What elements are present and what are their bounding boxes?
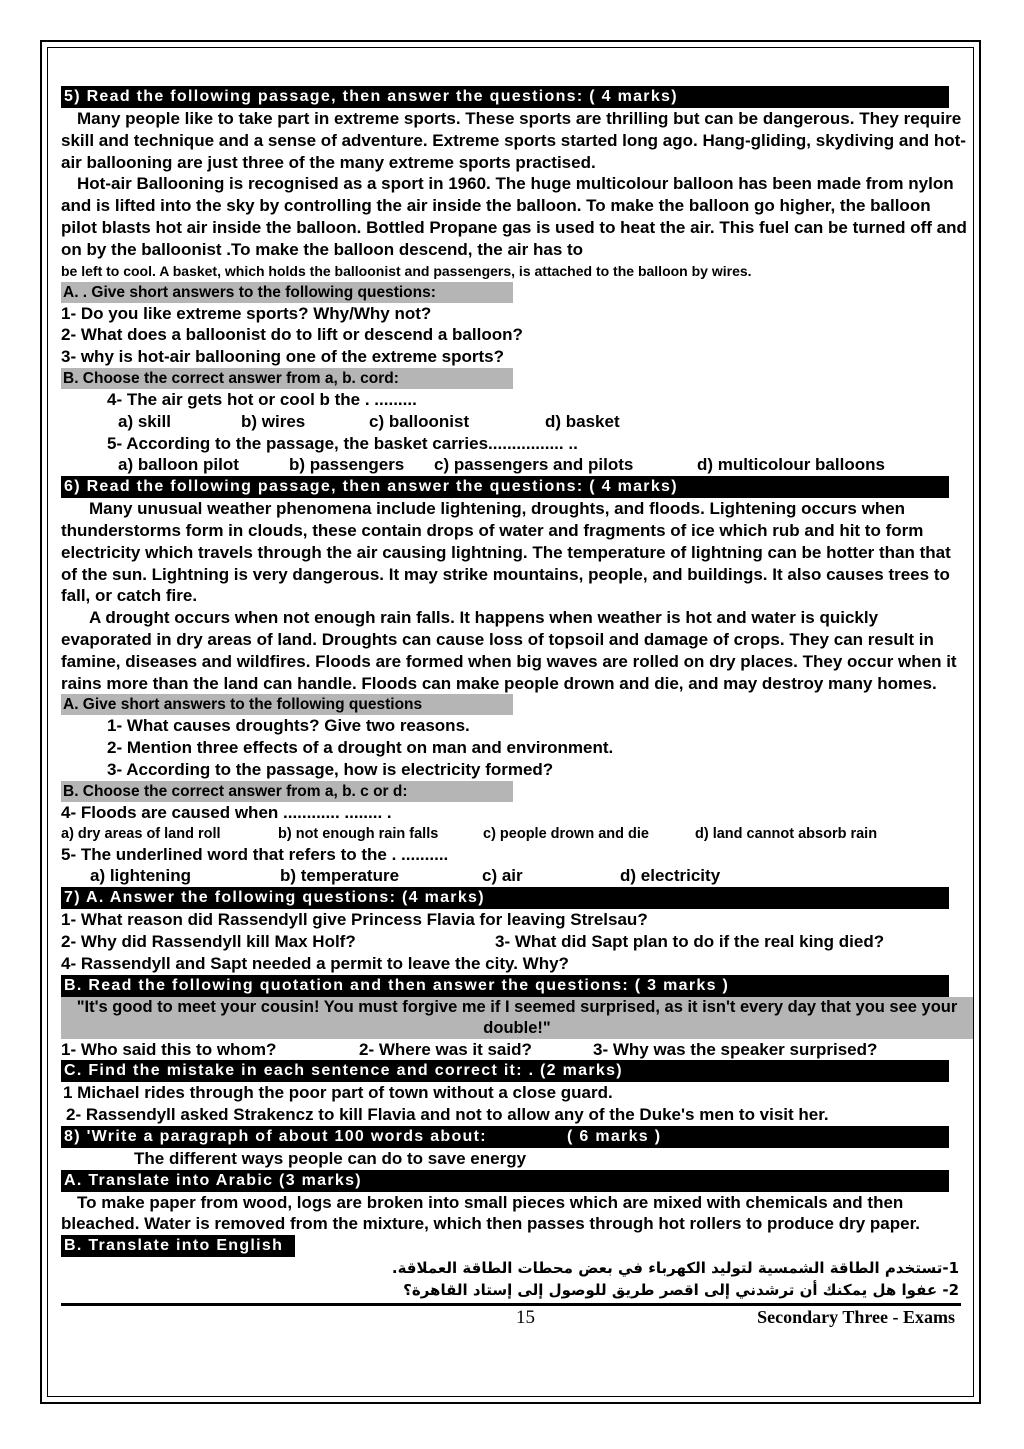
page-number: 15 (516, 1307, 535, 1329)
exam-content (61, 86, 971, 1330)
q8-arabic-sentence-1: 1-تستخدم الطاقة الشمسية لتوليد الكهرباء في بعض محطات الطاقة العملاقة. (391, 1259, 959, 1278)
option-b: b) wires (241, 411, 306, 431)
question-5-header: 5) Read the following passage, then answer the questions: ( 4 marks) (61, 86, 949, 108)
q5-part-b-header: B. Choose the correct answer from a, b. cord: (61, 368, 513, 389)
option-d: d) electricity (620, 866, 721, 886)
q8-paragraph-topic: The different ways people can do to save energy (134, 1148, 527, 1168)
question-7-header: 7) A. Answer the following questions: (4 marks) (61, 887, 949, 909)
q7-question-3: 3- What did Sapt plan to do if the real king died? (495, 931, 885, 951)
option-c: c) balloonist (369, 411, 470, 431)
option-c: c) people drown and die (483, 825, 649, 842)
option-b: b) temperature (280, 866, 400, 886)
q5-a-question-1: 1- Do you like extreme sports? Why/Why not? (61, 303, 432, 323)
option-a: a) skill (118, 411, 171, 431)
q7-b-questions-row (61, 1039, 971, 1061)
footer-title: Secondary Three - Exams (757, 1307, 955, 1328)
q6-part-b-header: B. Choose the correct answer from a, b. c or d: (61, 781, 513, 802)
q6-b-question-5: 5- The underlined word that refers to the . .......... (61, 844, 449, 864)
question-8-header (61, 1126, 949, 1148)
q8-translate-arabic-text: To make paper from wood, logs are broken into small pieces which are mixed with chemicals and then bleached. Water is removed from the mixture, which then passes through hot rollers to produce dry paper. (61, 1192, 920, 1234)
q6-passage-paragraph-1: Many unusual weather phenomena include lightening, droughts, and floods. Lightening occurs when thunderstorms form in clouds, these contain drops of water and fragments of ice which rub and hit to form electricity which travels through the air causing lightning. The temperature of lightning can be hotter than that of the sun. Lightning is very dangerous. It may strike mountains, people, and buildings. It also causes trees to fall, or catch fire. (61, 499, 951, 606)
q6-part-a-header: A. Give short answers to the following questions (61, 694, 513, 715)
option-b: b) passengers (289, 455, 405, 475)
option-a: a) balloon pilot (118, 455, 239, 475)
q6-b-question-4: 4- Floods are caused when ............ ........ . (61, 802, 392, 822)
option-a: a) dry areas of land roll (61, 825, 221, 842)
q5-a-question-3: 3- why is hot-air ballooning one of the extreme sports? (61, 347, 504, 367)
question-6-header: 6) Read the following passage, then answer the questions: ( 4 marks) (61, 476, 949, 498)
q7-quotation: "It's good to meet your cousin! You must forgive me if I seemed surprised, as it isn't every day that you see your double!" (61, 997, 973, 1039)
q5-passage-last-line: be left to cool. A basket, which holds the balloonist and passengers, is attached to the balloon by wires. (61, 262, 752, 279)
page-footer (61, 1306, 961, 1330)
option-d: d) land cannot absorb rain (695, 825, 878, 842)
q5-a-question-2: 2- What does a balloonist do to lift or descend a balloon? (61, 325, 523, 345)
q7-question-4: 4- Rassendyll and Sapt needed a permit to leave the city. Why? (61, 953, 569, 973)
q5-b-question-4: 4- The air gets hot or cool b the . ......... (107, 389, 417, 409)
q5-b-question-5: 5- According to the passage, the basket carries................ .. (107, 433, 578, 453)
q7-part-b-header: B. Read the following quotation and then answer the questions: ( 3 marks ) (61, 975, 949, 997)
q6-passage-paragraph-2: A drought occurs when not enough rain falls. It happens when weather is hot and water is quickly evaporated in dry areas of land. Droughts can cause loss of topsoil and damage of crops. They can result in famine, diseases and wildfires. Floods are formed when big waves are rolled on dry places. They occur when it rains more than the land can handle. Floods can make people drown and die, and may destroy many homes. (61, 608, 957, 693)
q8-header-marks: ( 6 marks ) (567, 1127, 662, 1145)
option-c: c) air (482, 866, 523, 886)
option-b: b) not enough rain falls (278, 825, 439, 842)
q6-b-question-5-options (61, 865, 971, 887)
option-d: d) basket (545, 411, 620, 431)
q5-passage-paragraph-1: Many people like to take part in extreme sports. These sports are thrilling but can be dangerous. They require skill and technique and a sense of adventure. Extreme sports started long ago. Hang-gliding, skydiving and hot-air ballooning are just three of the many extreme sports practised. (61, 109, 966, 172)
q7-question-1: 1- What reason did Rassendyll give Princess Flavia for leaving Strelsau? (61, 910, 648, 930)
q5-b-question-5-options (61, 454, 971, 476)
q7-part-c-header: C. Find the mistake in each sentence and correct it: . (2 marks) (61, 1060, 949, 1082)
q8-header-text: 8) 'Write a paragraph of about 100 words about: (64, 1127, 487, 1145)
option-a: a) lightening (90, 866, 192, 886)
q8-part-a-header: A. Translate into Arabic (3 marks) (61, 1170, 949, 1192)
q6-a-question-1: 1- What causes droughts? Give two reasons. (107, 716, 470, 736)
q7-question-2-3-row (61, 931, 971, 953)
q7-b-question-1: 1- Who said this to whom? (61, 1039, 277, 1059)
option-d: d) multicolour balloons (697, 455, 885, 475)
q7-question-2: 2- Why did Rassendyll kill Max Holf? (61, 931, 356, 951)
q6-a-question-2: 2- Mention three effects of a drought on man and environment. (107, 738, 614, 758)
q7-c-sentence-2: 2- Rassendyll asked Strakencz to kill Flavia and not to allow any of the Duke's men to visit her. (66, 1105, 829, 1125)
q5-passage-paragraph-2: Hot-air Ballooning is recognised as a sport in 1960. The huge multicolour balloon has been made from nylon and is lifted into the sky by controlling the air inside the balloon. To make the balloon go higher, the balloon pilot blasts hot air inside the balloon. Bottled Propane gas is used to heat the air. This fuel can be turned off and on by the balloonist .To make the balloon descend, the air has to (61, 174, 967, 259)
option-c: c) passengers and pilots (434, 455, 634, 475)
q7-b-question-2: 2- Where was it said? (359, 1039, 532, 1059)
q5-part-a-header: A. . Give short answers to the following questions: (61, 282, 513, 303)
q5-b-question-4-options (61, 411, 971, 433)
q8-part-b-header: B. Translate into English (61, 1235, 295, 1257)
q8-arabic-sentence-2: 2- عفوا هل يمكنك أن ترشدني إلى اقصر طريق للوصول إلى إستاد القاهرة؟ (403, 1281, 959, 1300)
q6-b-question-4-options (61, 824, 971, 844)
q7-c-sentence-1: 1 Michael rides through the poor part of town without a close guard. (63, 1083, 613, 1103)
q6-a-question-3: 3- According to the passage, how is electricity formed? (107, 759, 554, 779)
q7-b-question-3: 3- Why was the speaker surprised? (593, 1039, 878, 1059)
